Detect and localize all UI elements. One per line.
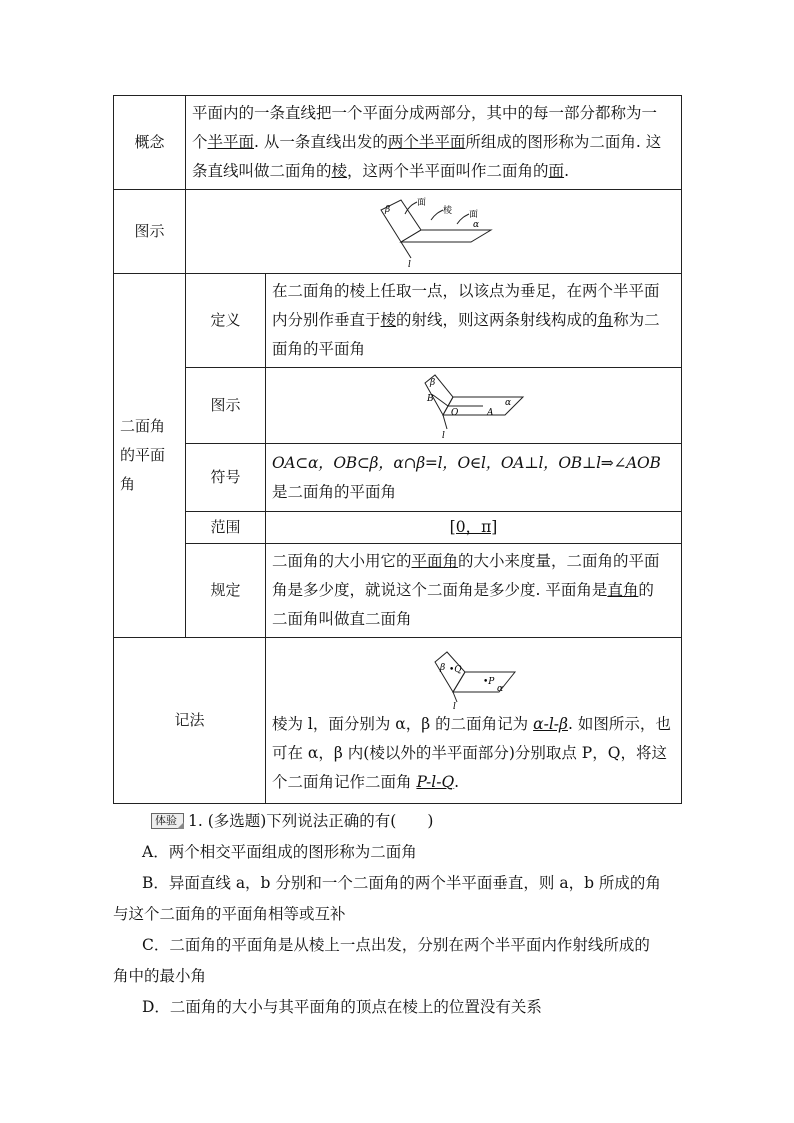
option-b-cont: 与这个二面角的平面角相等或互补 <box>113 905 346 923</box>
row-notation <box>114 638 682 804</box>
notation-cell: β •Q •P α l 棱为 l，面分别为 α，β 的二面角记为 α-l-β. 如图所示，也 可在 α，β 内(棱以外的半平面部分)分别取点 P，Q，将这 个二面角记作二面角 P-l-Q. <box>266 638 682 804</box>
term-half-plane: 半平面 <box>207 133 255 151</box>
question-stem: 体验 1. (多选题)下列说法正确的有( ) <box>113 806 681 837</box>
term-plane-angle: 平面角 <box>411 552 459 570</box>
label-Q: •Q <box>448 665 462 675</box>
option-c-cont: 角中的最小角 <box>113 967 207 985</box>
notation-figure <box>429 648 519 710</box>
term-edge-2: 棱 <box>380 311 397 329</box>
term-face: 面 <box>548 162 565 180</box>
dihedral-angle-table <box>113 95 682 804</box>
option-a: A．两个相交平面组成的图形称为二面角 <box>142 843 417 861</box>
row-range <box>114 512 682 544</box>
figure-label: 图示 <box>114 190 186 274</box>
rule-text: 二面角的大小用它的平面角的大小来度量，二面角的平面 角是多少度，就说这个二面角是多少度. 平面角是直角的 二面角叫做直二面角 <box>266 544 682 638</box>
row-symbol <box>114 444 682 512</box>
row-rule <box>114 544 682 638</box>
label-beta: β <box>384 204 390 215</box>
label-face-1: 面 <box>416 197 426 208</box>
label-O: O <box>450 407 458 418</box>
concept-text <box>186 96 682 190</box>
option-d: D．二面角的大小与其平面角的顶点在棱上的位置没有关系 <box>142 998 542 1016</box>
concept-line: 个半平面. 从一条直线出发的两个半平面所组成的图形称为二面角. 这 <box>192 133 662 151</box>
plane-angle-figure <box>419 371 529 441</box>
definition-text: 在二面角的棱上任取一点，以该点为垂足，在两个半平面 内分别作垂直于棱的射线，则这两条射线构成的角称为二 面角的平面角 <box>266 274 682 368</box>
plane-angle-figure-label: 图示 <box>186 368 266 444</box>
term-right-angle: 直角 <box>607 581 639 599</box>
label-edge: 棱 <box>442 205 452 216</box>
label-face-2: 面 <box>468 209 478 220</box>
label-alpha: α <box>472 219 479 230</box>
row-plane-angle-figure <box>114 368 682 444</box>
term-edge: 棱 <box>331 162 348 180</box>
label-l: l <box>407 259 411 268</box>
label-A: A <box>486 407 493 418</box>
label-l: l <box>441 430 445 441</box>
figure-cell <box>186 190 682 274</box>
label-beta: β <box>439 663 445 673</box>
label-alpha: α <box>496 684 503 694</box>
rule-label: 规定 <box>186 544 266 638</box>
practice-question <box>113 806 681 1023</box>
concept-label: 概念 <box>114 96 186 190</box>
range-label: 范围 <box>186 512 266 544</box>
row-concept <box>114 96 682 190</box>
concept-line: 条直线叫做二面角的棱，这两个半平面叫作二面角的面. <box>192 162 569 180</box>
term-two-half-planes: 两个半平面 <box>387 133 466 151</box>
plane-angle-figure-cell <box>266 368 682 444</box>
term-angle: 角 <box>597 311 614 329</box>
range-value-cell <box>266 512 682 544</box>
notation-alpha-l-beta: α-l-β <box>533 715 568 733</box>
experience-tag: 体验 <box>151 813 184 829</box>
symbol-label: 符号 <box>186 444 266 512</box>
label-P: •P <box>482 677 494 687</box>
range-value: [0，π] <box>449 518 498 536</box>
label-beta: β <box>429 377 435 388</box>
definition-label: 定义 <box>186 274 266 368</box>
notation-label: 记法 <box>114 638 266 804</box>
dihedral-figure <box>369 196 499 268</box>
concept-line: 平面内的一条直线把一个平面分成两部分，其中的每一部分都称为一 <box>192 104 658 122</box>
row-definition <box>114 274 682 368</box>
symbol-text: OA⊂α，OB⊂β，α∩β=l，O∈l，OA⊥l，OB⊥l⇒∠AOB 是二面角的平面角 <box>266 444 682 512</box>
notation-P-l-Q: P-l-Q <box>416 773 455 791</box>
option-c: C．二面角的平面角是从棱上一点出发，分别在两个半平面内作射线所成的 <box>142 936 650 954</box>
option-b: B．异面直线 a，b 分别和一个二面角的两个半平面垂直，则 a，b 所成的角 <box>142 874 661 892</box>
label-l: l <box>452 702 456 710</box>
label-alpha: α <box>504 397 511 408</box>
label-B: B <box>426 393 434 404</box>
row-figure <box>114 190 682 274</box>
plane-angle-label: 二面角 的平面 角 <box>114 274 186 638</box>
